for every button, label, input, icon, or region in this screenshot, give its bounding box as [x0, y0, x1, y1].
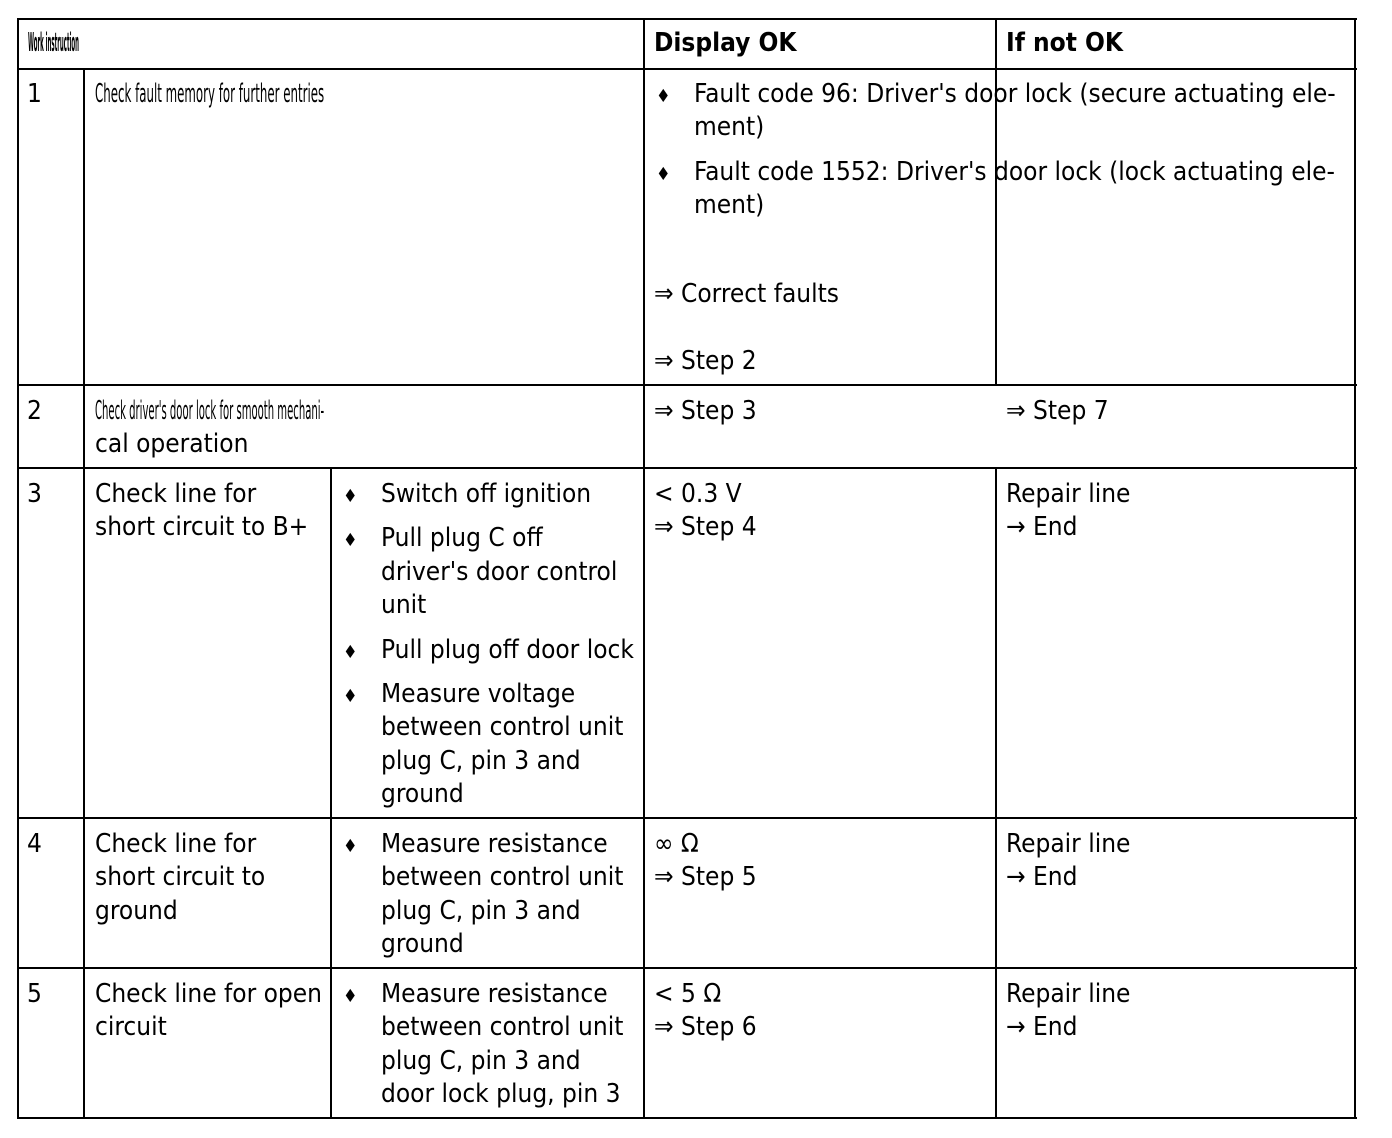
instruction-text: Check driver's door lock for smooth mechani-: [95, 396, 325, 426]
procedure-step-text: driver's door control: [381, 557, 618, 587]
bullet-icon: ♦: [343, 486, 358, 507]
column-divider: [643, 18, 645, 1119]
instruction-text: cal operation: [95, 429, 249, 459]
row-divider: [17, 467, 1357, 469]
procedure-step-text: between control unit: [381, 862, 624, 892]
if-not-ok-text: Repair line: [1006, 479, 1131, 509]
procedure-step-text: plug C, pin 3 and: [381, 1046, 581, 1076]
bullet-icon: ♦: [656, 164, 671, 185]
display-ok-text: ⇒ Step 5: [654, 862, 757, 892]
instruction-text: Check line for: [95, 829, 257, 859]
instruction-text: circuit: [95, 1012, 167, 1042]
row-divider: [17, 967, 1357, 969]
procedure-step-text: between control unit: [381, 712, 624, 742]
procedure-step-text: between control unit: [381, 1012, 624, 1042]
instruction-text: ground: [95, 896, 178, 926]
instruction-text: Check line for: [95, 479, 257, 509]
instruction-text: short circuit to: [95, 862, 266, 892]
table-border-left: [17, 18, 19, 1119]
if-not-ok-text: Repair line: [1006, 829, 1131, 859]
column-divider: [83, 68, 85, 1119]
column-divider: [995, 18, 997, 386]
procedure-step-text: Measure resistance: [381, 829, 608, 859]
procedure-step-text: plug C, pin 3 and: [381, 896, 581, 926]
fault-code-text: ment): [694, 112, 765, 142]
if-not-ok-text: → End: [1006, 512, 1078, 542]
procedure-step-text: plug C, pin 3 and: [381, 746, 581, 776]
display-ok-text: ∞ Ω: [654, 829, 699, 859]
table-border-top: [17, 18, 1357, 20]
step-number: 5: [27, 979, 42, 1009]
procedure-step-text: unit: [381, 590, 427, 620]
instruction-text: Check fault memory for further entries: [95, 79, 325, 109]
row-divider: [17, 817, 1357, 819]
procedure-step-text: Pull plug off door lock: [381, 635, 634, 665]
bullet-icon: ♦: [343, 530, 358, 551]
bullet-icon: ♦: [343, 986, 358, 1007]
display-ok-text: < 5 Ω: [654, 979, 722, 1009]
table-border-bottom: [17, 1117, 1357, 1119]
display-ok-text: ⇒ Step 4: [654, 512, 757, 542]
column-divider: [995, 467, 997, 1119]
result-text: ⇒ Correct faults: [654, 279, 839, 309]
procedure-step-text: Switch off ignition: [381, 479, 592, 509]
display-ok-text: ⇒ Step 3: [654, 396, 757, 426]
bullet-icon: ♦: [343, 836, 358, 857]
procedure-step-text: Measure voltage: [381, 679, 576, 709]
instruction-text: short circuit to B+: [95, 512, 309, 542]
fault-code-text: Fault code 1552: Driver's door lock (lock actuating ele-: [694, 157, 1335, 187]
procedure-step-text: Measure resistance: [381, 979, 608, 1009]
step-number: 4: [27, 829, 42, 859]
step-number: 1: [27, 79, 42, 109]
bullet-icon: ♦: [343, 686, 358, 707]
step-number: 2: [27, 396, 42, 426]
procedure-step-text: Pull plug C off: [381, 523, 543, 553]
procedure-step-text: ground: [381, 779, 464, 809]
if-not-ok-text: ⇒ Step 7: [1006, 396, 1109, 426]
header-work-instruction: Work instruction: [28, 28, 80, 58]
header-divider: [17, 68, 1357, 70]
display-ok-text: ⇒ Step 6: [654, 1012, 757, 1042]
if-not-ok-text: → End: [1006, 1012, 1078, 1042]
fault-code-text: Fault code 96: Driver's door lock (secure actuating ele-: [694, 79, 1336, 109]
bullet-icon: ♦: [656, 86, 671, 107]
if-not-ok-text: Repair line: [1006, 979, 1131, 1009]
fault-code-text: ment): [694, 190, 765, 220]
if-not-ok-text: → End: [1006, 862, 1078, 892]
procedure-step-text: door lock plug, pin 3: [381, 1079, 621, 1109]
display-ok-text: < 0.3 V: [654, 479, 742, 509]
table-border-right: [1354, 18, 1356, 1119]
procedure-step-text: ground: [381, 929, 464, 959]
step-number: 3: [27, 479, 42, 509]
result-text: ⇒ Step 2: [654, 346, 757, 376]
bullet-icon: ♦: [343, 642, 358, 663]
column-divider: [330, 467, 332, 1119]
row-divider: [17, 384, 1357, 386]
header-if-not-ok: If not OK: [1006, 28, 1124, 58]
header-display-ok: Display OK: [654, 28, 797, 58]
instruction-text: Check line for open: [95, 979, 323, 1009]
